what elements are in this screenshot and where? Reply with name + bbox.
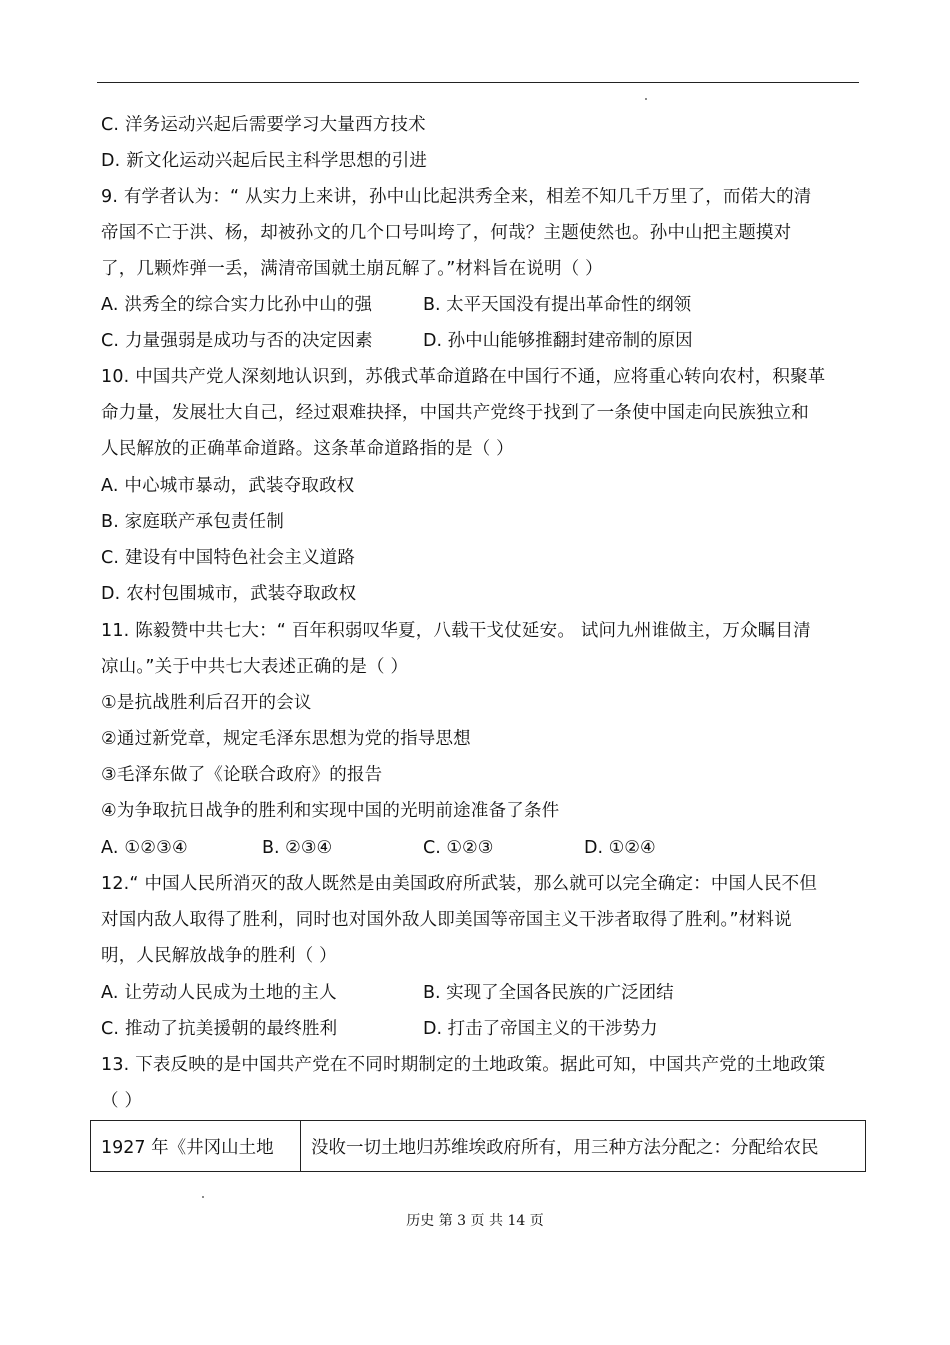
q11-stem-line2: 凉山。”关于中共七大表述正确的是（ ）	[101, 657, 409, 677]
q10-stem-line2: 命力量，发展壮大自己，经过艰难抉择，中国共产党终于找到了一条使中国走向民族独立和	[101, 403, 809, 423]
q12-stem-line3: 明，人民解放战争的胜利（ ）	[101, 946, 337, 966]
q13-stem-line1: 13. 下表反映的是中国共产党在不同时期制定的土地政策。据此可知，中国共产党的土地政策	[101, 1055, 826, 1075]
q9-option-b: B. 太平天国没有提出革命性的纲领	[423, 295, 692, 315]
q12-option-d: D. 打击了帝国主义的干涉势力	[423, 1019, 658, 1039]
land-policy-table	[90, 1120, 866, 1172]
q13-stem-line2: （ ）	[101, 1091, 143, 1111]
q12-option-c: C. 推动了抗美援朝的最终胜利	[101, 1019, 338, 1039]
q9-stem-line1: 9. 有学者认为：“ 从实力上来讲，孙中山比起洪秀全来，相差不知几千万里了，而偌大的清	[101, 187, 812, 207]
q11-option-d: D. ①②④	[584, 838, 656, 858]
q10-stem-line3: 人民解放的正确革命道路。这条革命道路指的是（ ）	[101, 439, 514, 459]
q9-stem-line3: 了，几颗炸弹一丢，满清帝国就土崩瓦解了。”材料旨在说明（ ）	[101, 259, 603, 279]
q10-option-b: B. 家庭联产承包责任制	[101, 512, 285, 532]
q10-option-d: D. 农村包围城市，武装夺取政权	[101, 584, 357, 604]
q9-option-d: D. 孙中山能够推翻封建帝制的原因	[423, 331, 693, 351]
header-rule	[97, 82, 859, 83]
q12-stem-line1: 12.“ 中国人民所消灭的敌人既然是由美国政府所武装，那么就可以完全确定：中国人民不但	[101, 874, 818, 894]
q11-statement-2: ②通过新党章，规定毛泽东思想为党的指导思想	[101, 729, 471, 749]
q11-statement-3: ③毛泽东做了《论联合政府》的报告	[101, 765, 383, 785]
q12-option-a: A. 让劳动人民成为土地的主人	[101, 983, 337, 1003]
q11-statement-1: ①是抗战胜利后召开的会议	[101, 693, 312, 713]
q12-stem-line2: 对国内敌人取得了胜利，同时也对国外敌人即美国等帝国主义干涉者取得了胜利。”材料说	[101, 910, 792, 930]
q12-option-b: B. 实现了全国各民族的广泛团结	[423, 983, 674, 1003]
q9-option-c: C. 力量强弱是成功与否的决定因素	[101, 331, 373, 351]
speck-mark	[202, 1196, 204, 1198]
q11-stem-line1: 11. 陈毅赞中共七大：“ 百年积弱叹华夏，八载干戈仗延安。 试问九州谁做主，万众瞩目清	[101, 621, 811, 641]
q11-option-c: C. ①②③	[423, 838, 494, 858]
q11-option-a: A. ①②③④	[101, 838, 188, 858]
table-row	[91, 1121, 866, 1172]
q10-option-a: A. 中心城市暴动，武装夺取政权	[101, 476, 355, 496]
q10-stem-line1: 10. 中国共产党人深刻地认识到，苏俄式革命道路在中国行不通，应将重心转向农村，积聚革	[101, 367, 826, 387]
q8-option-d: D. 新文化运动兴起后民主科学思想的引进	[101, 151, 428, 171]
page-footer: 历史 第 3 页 共 14 页	[406, 1213, 544, 1229]
q8-option-c: C. 洋务运动兴起后需要学习大量西方技术	[101, 115, 426, 135]
q9-option-a: A. 洪秀全的综合实力比孙中山的强	[101, 295, 373, 315]
speck-mark	[645, 98, 647, 100]
q11-statement-4: ④为争取抗日战争的胜利和实现中国的光明前途准备了条件	[101, 801, 560, 821]
table-cell-period: 1927 年《井冈山土地	[91, 1121, 301, 1172]
q10-option-c: C. 建设有中国特色社会主义道路	[101, 548, 356, 568]
q11-option-b: B. ②③④	[262, 838, 333, 858]
table-cell-policy: 没收一切土地归苏维埃政府所有，用三种方法分配之：分配给农民	[301, 1121, 866, 1172]
q9-stem-line2: 帝国不亡于洪、杨，却被孙文的几个口号叫垮了，何哉？主题使然也。孙中山把主题摸对	[101, 223, 792, 243]
